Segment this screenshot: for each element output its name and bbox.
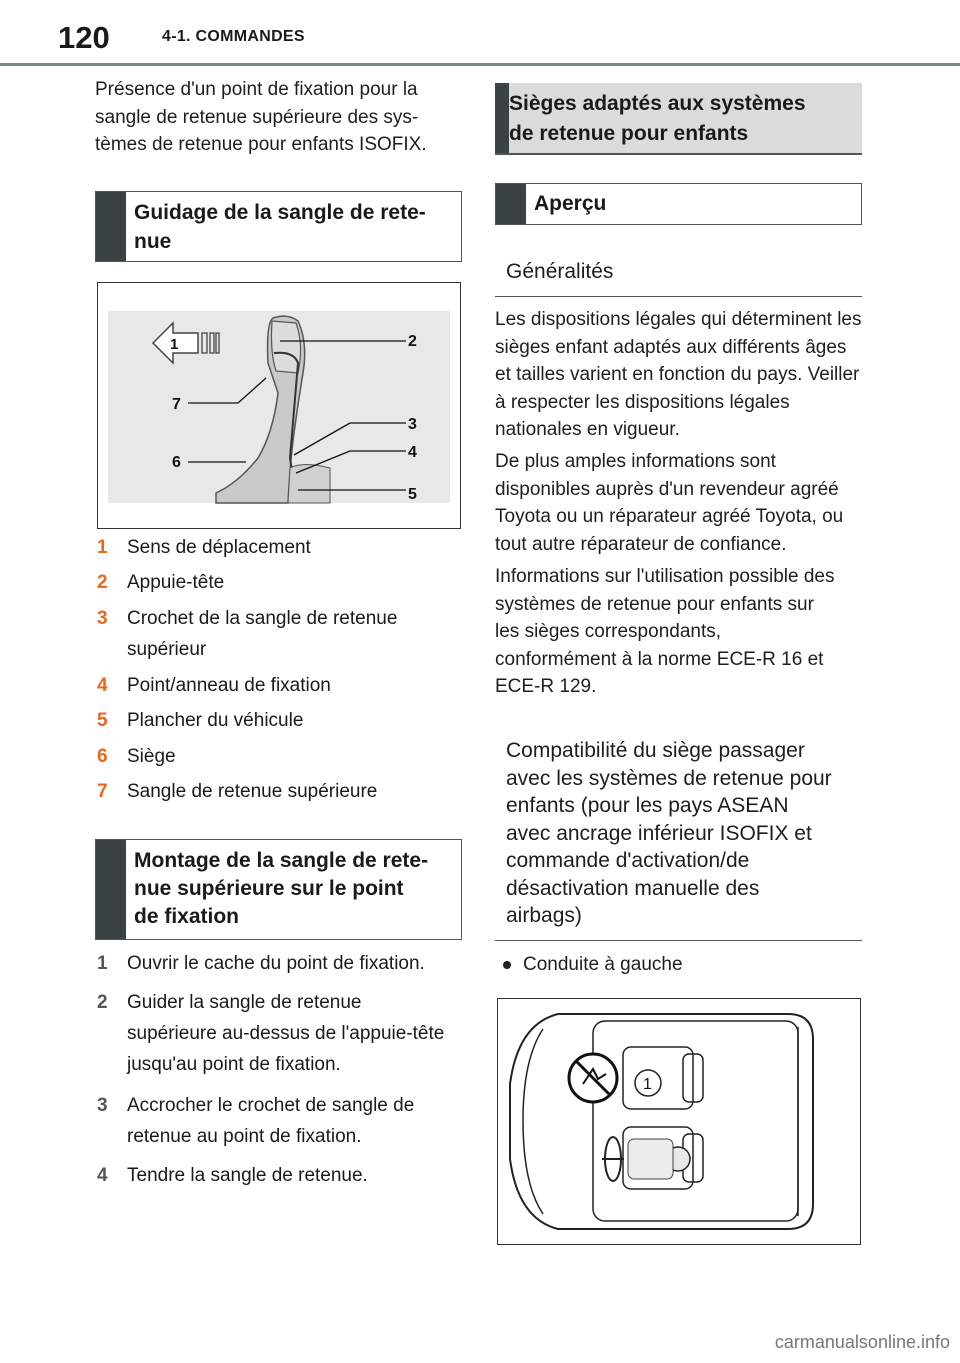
callout-7: 7 [172, 396, 181, 413]
intro-line: Présence d'un point de fixation pour la [95, 79, 418, 100]
subheading-generalites: Généralités [506, 260, 614, 283]
heading-line: nue supérieure sur le point [134, 877, 404, 900]
heading-montage [95, 839, 462, 940]
heading-line: nue [134, 230, 172, 253]
heading-line: Sièges adaptés aux systèmes [509, 92, 806, 115]
header-rule [0, 63, 960, 66]
heading-bar [495, 83, 509, 153]
subheading-rule [495, 296, 862, 297]
page-number: 120 [58, 20, 110, 55]
callout-1: 1 [170, 336, 179, 353]
paragraph: De plus amples informations sont disponibles auprès d'un revendeur agréé Toyota ou un réparateur agréé Toyota, ou tout autre réparateur de confiance. [495, 451, 844, 555]
heading-bar [96, 840, 126, 939]
heading-bar [96, 192, 126, 261]
intro-line: tèmes de retenue pour enfants ISOFIX. [95, 134, 427, 155]
callout-5: 5 [408, 486, 417, 503]
callout-1: 1 [643, 1076, 652, 1093]
heading-apercu [495, 183, 862, 225]
figure-seat-strap [97, 282, 461, 529]
heading-line: Montage de la sangle de rete- [134, 849, 429, 872]
intro-line: sangle de retenue supérieure des sys- [95, 106, 419, 128]
heading-sieges-adaptes [495, 83, 862, 155]
heading-guidage [95, 191, 462, 262]
paragraph: Informations sur l'utilisation possible des systèmes de retenue pour enfants sur les sièges correspondants, conformément à la norme ECE-R 16 et ECE-R 129. [495, 566, 835, 697]
watermark: carmanualsonline.info [774, 1332, 950, 1352]
chapter-title: 4-1. COMMANDES [162, 28, 305, 45]
heading-line: de fixation [134, 905, 240, 928]
figure-car-topview [497, 998, 861, 1245]
car-topview-diagram [498, 999, 860, 1244]
bullet-dot-icon [503, 961, 511, 969]
heading-line: Guidage de la sangle de rete- [134, 201, 426, 224]
heading-bar [496, 184, 526, 224]
callout-3: 3 [408, 416, 417, 433]
callout-6: 6 [172, 454, 181, 471]
paragraph: Les dispositions légales qui déterminent les sièges enfant adaptés aux différents âges et tailles varient en fonction du pays. Veiller à respecter les dispositions légales nationales en vigueur. [495, 309, 862, 440]
subheading-compatibilite: Compatibilité du siège passager avec les systèmes de retenue pour enfants (pour les pays ASEAN avec ancrage inférieur ISOFIX et commande d'activation/de désactivation manuelle des airbags) [506, 739, 832, 927]
seat-strap-diagram [98, 283, 460, 528]
heading-line: de retenue pour enfants [509, 122, 749, 145]
callout-2: 2 [408, 333, 417, 350]
bullet-item: Conduite à gauche [503, 951, 683, 979]
subheading-rule [495, 940, 862, 941]
heading-line: Aperçu [534, 192, 607, 215]
callout-4: 4 [408, 444, 417, 461]
intro-paragraph [95, 76, 465, 159]
